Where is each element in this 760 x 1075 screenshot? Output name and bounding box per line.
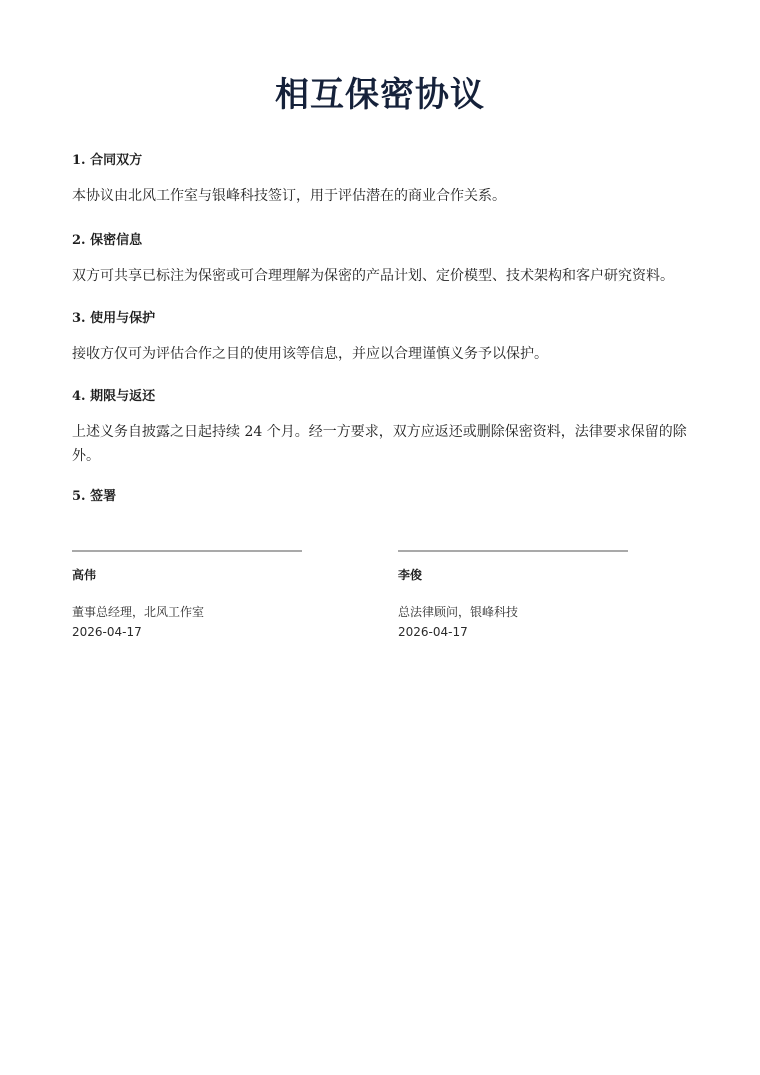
section-heading: 2. 保密信息 <box>72 233 143 248</box>
section-parties <box>72 152 688 208</box>
signatory-title: 董事总经理，北风工作室 <box>72 605 205 619</box>
section-use-and-protection <box>72 310 688 366</box>
section-body: 双方可共享已标注为保密或可合理理解为保密的产品计划、定价模型、技术架构和客户研究资料。 <box>72 268 674 284</box>
section-heading: 1. 合同双方 <box>72 153 143 168</box>
section-body: 本协议由北风工作室与银峰科技签订，用于评估潜在的商业合作关系。 <box>72 188 506 204</box>
section-term-and-return <box>72 388 688 468</box>
signature-date: 2026-04-17 <box>398 625 468 639</box>
signatory-name: 李俊 <box>398 568 423 582</box>
section-confidential-information <box>72 232 688 288</box>
section-heading: 5. 签署 <box>72 489 117 504</box>
signature-line <box>398 550 628 552</box>
signature-block-second <box>398 550 628 642</box>
section-body: 接收方仅可为评估合作之目的使用该等信息，并应以合理谨慎义务予以保护。 <box>72 346 548 362</box>
signatory-name: 高伟 <box>72 568 97 582</box>
signature-line <box>72 550 302 552</box>
signatory-title: 总法律顾问，银峰科技 <box>398 605 519 619</box>
section-signatures <box>72 488 688 506</box>
document-title: 相互保密协议 <box>275 75 485 115</box>
signature-block-first <box>72 550 302 642</box>
section-heading: 4. 期限与返还 <box>72 389 156 404</box>
section-heading: 3. 使用与保护 <box>72 311 156 326</box>
signature-area <box>72 550 688 642</box>
signature-date: 2026-04-17 <box>72 625 142 639</box>
section-body: 上述义务自披露之日起持续 24 个月。经一方要求，双方应返还或删除保密资料，法律要求保留的除外。 <box>72 424 687 464</box>
